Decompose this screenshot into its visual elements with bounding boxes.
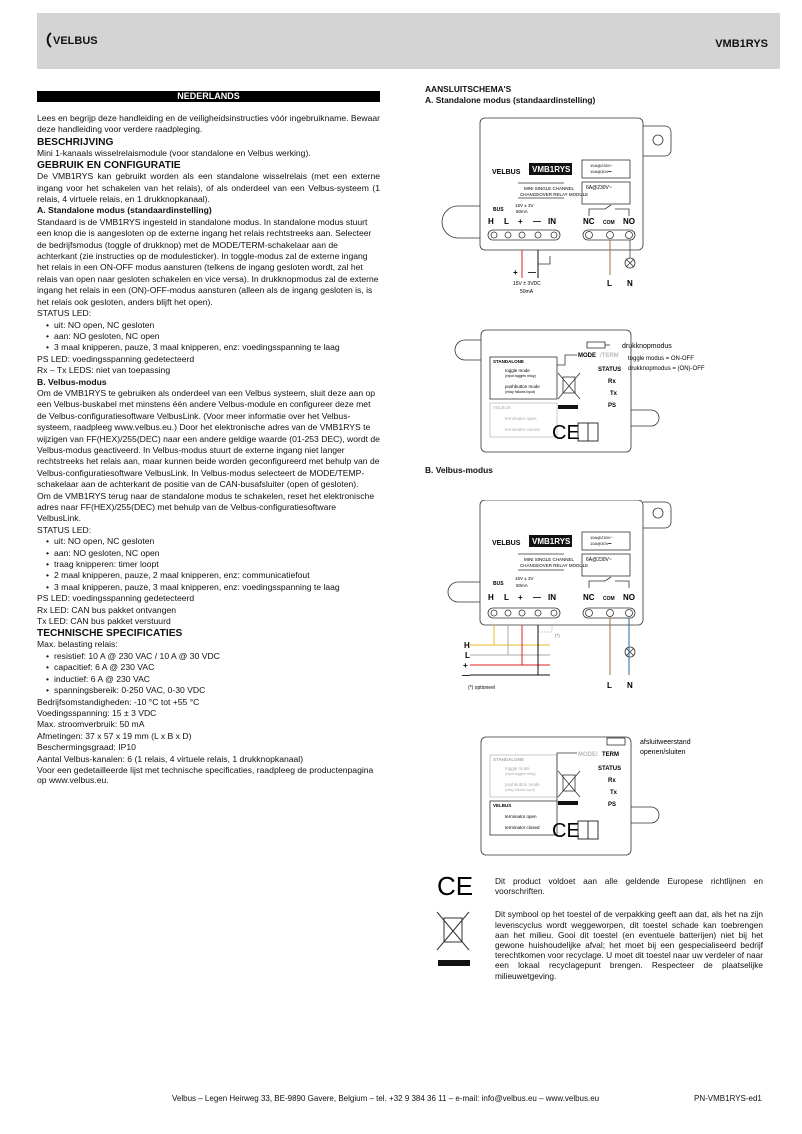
velbus-logo: [45, 29, 105, 51]
weee-bar: [558, 405, 578, 409]
manual-book-icon: [578, 423, 598, 441]
bus-label: BUS: [493, 581, 504, 587]
velbus-sticker-diagram: [450, 735, 780, 860]
list-item: • 3 maal knipperen, pauze, 3 maal knipperen, enz: voedingsspanning te laag: [46, 582, 380, 593]
right-column-headings: [425, 84, 595, 106]
module-line2: CHANGEOVER RELAY MODULE: [520, 563, 589, 568]
rx-led-text: Rx LED: CAN bus pakket ontvangen: [37, 604, 177, 615]
sticker-push: pushbutton mode: [505, 384, 540, 389]
spec-load-label: Max. belasting relais:: [37, 639, 118, 650]
rxtx-led-text: Rx – Tx LEDS: niet van toepassing: [37, 365, 171, 376]
sticker-term: /TERM: [600, 353, 619, 359]
terminal-no: NO: [623, 593, 635, 602]
terminal-l: L: [504, 217, 509, 226]
language-banner: NEDERLANDS: [37, 91, 380, 102]
standalone-wiring-diagram: [440, 110, 700, 300]
sticker-push: pushbutton mode: [505, 782, 540, 787]
sticker-rx: Rx: [608, 379, 616, 385]
supply-plus: +: [513, 268, 518, 277]
terminal-nc: NC: [583, 593, 595, 602]
sticker-toggle: toggle mode: [505, 766, 530, 771]
list-item: • resistief: 10 A @ 230 VAC / 10 A @ 30 VDC: [46, 651, 380, 662]
line-n: N: [627, 279, 633, 288]
spec-line: Aantal Velbus-kanalen: 6 (1 relais, 4 virtuele relais, 1 drukknopkanaal): [37, 753, 304, 764]
bus-label: BUS: [493, 207, 504, 213]
terminal-com: COM: [603, 220, 615, 226]
page-header: [37, 13, 780, 69]
weee-icon: [437, 912, 469, 950]
terminal-h: H: [488, 593, 494, 602]
footer-code: PN-VMB1RYS-ed1: [694, 1094, 762, 1103]
sticker-velbus: VELBUS: [493, 803, 512, 808]
intro-text: Lees en begrijp deze handleiding en de veiligheidsinstructies vóór ingebruikname. Bewaar deze handleiding voor verdere raadpleging.: [37, 113, 381, 135]
compliance-icons: [432, 870, 482, 975]
module-logo: VELBUS: [492, 540, 521, 547]
spec-line: Voor een gedetailleerde lijst met technische specificaties, raadpleeg de productenpagina op www.velbus.eu.: [37, 764, 374, 785]
note-push: drukknopmodus = (ON)-OFF: [628, 366, 705, 372]
rating-text: 6A@230V~: [586, 557, 612, 563]
sticker-push-sub: (relay follows input): [505, 788, 536, 792]
line-l: L: [607, 681, 612, 690]
terminal-plus: +: [518, 593, 523, 602]
sticker-term: TERM: [602, 752, 619, 758]
velbus-wiring-diagram: [440, 500, 700, 700]
terminal-h: H: [488, 217, 494, 226]
left-column: [37, 91, 380, 785]
rating-text: 10A@30V⎓: [590, 541, 612, 546]
sticker-rx: Rx: [608, 778, 616, 784]
spec-line: Max. stroomverbruik: 50 mA: [37, 719, 145, 730]
note-terminator-action: openen/sluiten: [640, 749, 686, 756]
sticker-standalone: STANDALONE: [493, 359, 524, 364]
list-item: • spanningsbereik: 0-250 VAC, 0-30 VDC: [46, 685, 380, 696]
list-item: • uit: NO open, NC gesloten: [46, 320, 380, 331]
subsection-heading: A. Standalone modus (standaardinstelling): [37, 205, 212, 216]
terminal-minus: —: [533, 217, 541, 226]
terminal-nc: NC: [583, 217, 595, 226]
rating-text: 10A@30V⎓: [590, 169, 612, 174]
spec-line: Beschermingsgraad: IP10: [37, 742, 136, 753]
wiring-title: AANSLUITSCHEMA'S: [425, 84, 512, 94]
bus-h: H: [464, 641, 470, 650]
list-item: • capacitief: 6 A @ 230 VAC: [46, 662, 380, 673]
terminal-in: IN: [548, 217, 556, 226]
terminal-com: COM: [603, 596, 615, 602]
module-model: VMB1RYS: [532, 537, 571, 546]
status-led-label: STATUS LED:: [37, 308, 92, 319]
weee-text: Dit symbool op het toestel of de verpakking geeft aan dat, als het na zijn levenscyclus wordt weggeworpen, dit toestel schade kan toebrengen aan het milieu. Gooi dit toestel (en eventuele batterijen) niet bij het gewone huishoudelijke afval; het moet bij een gespecialiseerd bedrijf terechtkomen voor recyclage. U moet dit toestel naar uw verdeler of naar een lokaal recyclagepunt brengen. Respecteer de plaatselijke milieuwetgeving.: [495, 909, 763, 981]
section-heading: TECHNISCHE SPECIFICATIES: [37, 628, 183, 640]
current-label: 50mA: [516, 583, 528, 588]
sticker-term-closed: terminator closed: [505, 427, 540, 432]
weee-icon: [558, 373, 580, 399]
list-item: • aan: NO gesloten, NC open: [46, 548, 380, 559]
optional-mark: (*): [555, 633, 560, 638]
rating-text: 6A@230V~: [586, 185, 612, 191]
velbus-diagram-title: B. Velbus-modus: [425, 465, 493, 475]
rating-text: 10A@230V~: [590, 163, 613, 168]
spec-line: Afmetingen: 37 x 57 x 19 mm (L x B x D): [37, 730, 192, 741]
sticker-term-open: terminator open: [505, 416, 537, 421]
standalone-diagram-title: A. Standalone modus (standaardinstelling): [425, 95, 596, 105]
standalone-text: Standaard is de VMB1RYS ingesteld in standalone modus. In standalone modus stuurt een knop die is aangesloten op de externe ingang het relais rechtstreeks aan. Selecteer de bedrijfsmodus (toggle of drukknop) met de MODE/TERM-schakelaar aan de achterkant (zie instructies op de modulesticker). In toggle-modus zal de externe ingang het relais in een ON-OFF modus aansturen (telkens de ingang gesloten wordt, zal het relais van open naar gesloten schakelen en vice versa). In drukknopmodus zal de externe ingang het relais in een (ON)-OFF-modus aansturen (alleen als de ingang gesloten is, is het relais ook gesloten, anders blijft het open).: [37, 216, 379, 307]
usage-text: De VMB1RYS kan gebruikt worden als een standalone wisselrelais (met een externe ingang voor het schakelen van het relais), of als onderdeel van een Velbus-systeem (1 relais, 4 virtuele relais, en 1 drukknopkanaal).: [37, 171, 380, 205]
terminal-no: NO: [623, 217, 635, 226]
sticker-toggle-sub: (input toggles relay): [505, 374, 536, 378]
sticker-push-sub: (relay follows input): [505, 390, 536, 394]
note-switch: drukknopmodus: [622, 343, 672, 350]
compliance-text: [495, 876, 763, 981]
sticker-ps: PS: [608, 802, 617, 808]
optional-note: (*) optioneel: [468, 685, 495, 691]
standalone-sticker-diagram: [450, 325, 780, 457]
sticker-term-open: terminator open: [505, 814, 537, 819]
spec-line: Bedrijfsomstandigheden: -10 °C tot +55 °C: [37, 696, 200, 707]
module-line1: MINI SINGLE CHANNEL: [524, 186, 575, 191]
velbus-text: Om de VMB1RYS te gebruiken als onderdeel van een Velbus systeem, sluit deze aan op een Velbus-buskabel met minstens één andere Velbus-module en configureer deze met de Velbus-configuratiesoftware VelbusLink. (Voor meer informatie over het Velbus-systeem, raadpleeg www.velbus.eu.) Door het elektronische adres van de VMB1RYS te wijzigen van FF(HEX)/255(DEC) naar een andere geldige waarde (01-253 DEC), wordt de Velbus-modus geactiveerd. In Velbus-modus stuurt de externe ingang niet langer rechtstreeks het relais aan, maar kunnen beide worden geconfigureerd met behulp van de Velbus-configuratiesoftware VelbusLink. In Velbus-modus selecteert de MODE/TEMP-schakelaar aan de achterkant de positie van de CAN-busafsluiter (open of gesloten).: [37, 387, 380, 490]
terminal-l: L: [504, 593, 509, 602]
status-list: [46, 320, 380, 354]
section-heading: GEBRUIK EN CONFIGURATIE: [37, 160, 181, 172]
ce-mark-icon: CE: [552, 422, 580, 444]
spec-line: Voedingsspanning: 15 ± 3 VDC: [37, 707, 157, 718]
list-item: • aan: NO gesloten, NC open: [46, 331, 380, 342]
weee-icon: [558, 771, 580, 797]
sticker-term-closed: terminator closed: [505, 825, 540, 830]
bus-l: L: [465, 651, 470, 660]
ps-led-text: PS LED: voedingsspanning gedetecteerd: [37, 593, 195, 604]
section-heading: BESCHRIJVING: [37, 136, 114, 148]
footer-address: Velbus – Legen Heirweg 33, BE-9890 Gavere, Belgium – tel. +32 9 384 36 11 – e-mail: info@velbus.eu – www.velbus.eu: [172, 1094, 600, 1103]
current-label: 50mA: [516, 209, 528, 214]
sticker-toggle: toggle mode: [505, 368, 530, 373]
supply-current: 50mA: [520, 289, 534, 295]
terminal-minus: —: [533, 593, 541, 602]
bus-minus: —: [462, 671, 470, 680]
ce-mark-icon: CE: [552, 820, 580, 842]
list-item: • 2 maal knipperen, pauze, 2 maal knipperen, enz: communicatiefout: [46, 570, 380, 581]
line-l: L: [607, 279, 612, 288]
sticker-tx: Tx: [610, 391, 618, 397]
sticker-mode: MODE: [578, 353, 596, 359]
sticker-velbus: VELBUS: [493, 405, 511, 410]
bus-plus: +: [463, 661, 468, 670]
manual-book-icon: [578, 821, 598, 839]
status-list: [46, 536, 380, 593]
sticker-status: STATUS: [598, 766, 622, 772]
terminal-plus: +: [518, 217, 523, 226]
module-line2: CHANGEOVER RELAY MODULE: [520, 192, 589, 197]
tx-led-text: Tx LED: CAN bus pakket verstuurd: [37, 616, 171, 627]
sticker-mode: MODE/: [578, 752, 598, 758]
ce-text: Dit product voldoet aan alle geldende Europese richtlijnen en voorschriften.: [495, 876, 763, 897]
velbus-reset-text: Om de VMB1RYS terug naar de standalone modus te schakelen, reset het elektronische adres naar FF(HEX)/255(DEC) met behulp van de Velbus-configuratiesoftware VelbusLink.: [37, 490, 375, 524]
list-item: • 3 maal knipperen, pauze, 3 maal knipperen, enz: voedingsspanning te laag: [46, 342, 380, 353]
supply-label: 15V ± 3V: [515, 203, 534, 208]
list-item: • uit: NO open, NC gesloten: [46, 536, 380, 547]
note-terminator: afsluitweerstand: [640, 739, 691, 746]
model-title: VMB1RYS: [715, 38, 768, 50]
list-item: • inductief: 6 A @ 230 VAC: [46, 674, 380, 685]
weee-bar: [558, 801, 578, 805]
module-line1: MINI SINGLE CHANNEL: [524, 557, 575, 562]
note-toggle: toggle modus = ON-OFF: [628, 356, 694, 362]
terminal-in: IN: [548, 593, 556, 602]
module-model: VMB1RYS: [532, 165, 571, 174]
ps-led-text: PS LED: voedingsspanning gedetecteerd: [37, 353, 195, 364]
sticker-ps: PS: [608, 403, 617, 409]
sticker-tx: Tx: [610, 790, 618, 796]
logo-text: VELBUS: [53, 35, 98, 47]
ce-mark-icon: CE: [437, 871, 474, 901]
supply-voltage: 15V ± 3VDC: [513, 281, 541, 287]
description-text: Mini 1-kanaals wisselrelaismodule (voor standalone en Velbus werking).: [37, 147, 311, 158]
sticker-toggle-sub: (input toggles relay): [505, 772, 536, 776]
supply-minus: —: [528, 268, 536, 277]
line-n: N: [627, 681, 633, 690]
rating-text: 10A@230V~: [590, 535, 613, 540]
spec-list: [46, 651, 380, 697]
sticker-standalone: STANDALONE: [493, 757, 524, 762]
status-led-label: STATUS LED:: [37, 524, 92, 535]
subsection-heading: B. Velbus-modus: [37, 376, 107, 387]
list-item: • traag knipperen: timer loopt: [46, 559, 380, 570]
sticker-status: STATUS: [598, 367, 622, 373]
supply-label: 15V ± 3V: [515, 576, 534, 581]
module-logo: VELBUS: [492, 169, 521, 176]
weee-bar: [438, 960, 470, 966]
